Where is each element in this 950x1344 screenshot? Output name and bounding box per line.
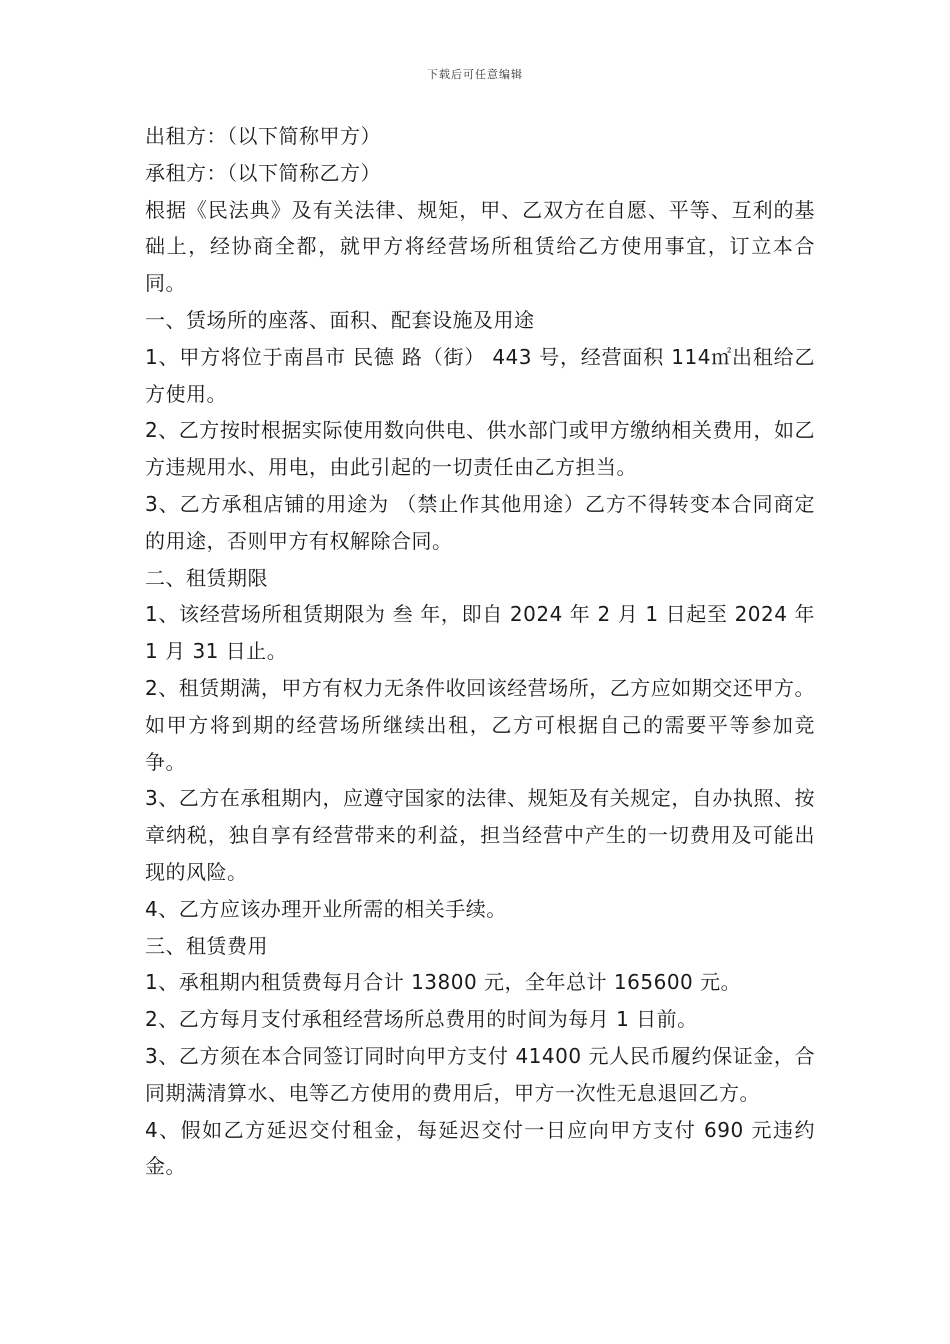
clause-3-2: 2、乙方每月支付承租经营场所总费用的时间为每月 1 日前。	[145, 1007, 698, 1032]
section-heading-2: 二、租赁期限	[145, 565, 268, 590]
preamble-paragraph: 根据《民法典》及有关法律、规矩，甲、乙双方在自愿、平等、互利的基础上，经协商全都，就甲方将经营场所租赁给乙方使用事宜，订立本合同。	[145, 197, 815, 296]
document-body	[145, 118, 815, 1185]
clause-3-4: 4、假如乙方延迟交付租金，每延迟交付一日应向甲方支付 690 元违约金。	[145, 1117, 815, 1179]
clause-2-3: 3、乙方在承租期内，应遵守国家的法律、规矩及有关规定，自办执照、按章纳税，独自享有经营带来的利益，担当经营中产生的一切费用及可能出现的风险。	[145, 786, 815, 884]
clause-2-2: 2、租赁期满，甲方有权力无条件收回该经营场所，乙方应如期交还甲方。如甲方将到期的经营场所继续出租，乙方可根据自己的需要平等参加竞争。	[145, 675, 815, 774]
clause-1-2: 2、乙方按时根据实际使用数向供电、供水部门或甲方缴纳相关费用，如乙方违规用水、用电，由此引起的一切责任由乙方担当。	[145, 418, 815, 480]
clause-3-3: 3、乙方须在本合同签订同时向甲方支付 41400 元人民币履约保证金，合同期满清算水、电等乙方使用的费用后，甲方一次性无息退回乙方。	[145, 1043, 815, 1105]
clause-1-1: 1、甲方将位于南昌市 民德 路（街） 443 号，经营面积 114㎡出租给乙方使用。	[145, 344, 815, 406]
lessee-line: 承租方：（以下简称乙方）	[145, 160, 381, 185]
page-header: 下载后可任意编辑	[427, 68, 523, 81]
clause-2-1: 1、该经营场所租赁期限为 叁 年，即自 2024 年 2 月 1 日起至 2024 年 1 月 31 日止。	[145, 602, 815, 664]
clause-1-3: 3、乙方承租店铺的用途为 （禁止作其他用途）乙方不得转变本合同商定的用途，否则甲方有权解除合同。	[145, 491, 815, 553]
clause-3-1: 1、承租期内租赁费每月合计 13800 元，全年总计 165600 元。	[145, 970, 742, 995]
section-heading-1: 一、赁场所的座落、面积、配套设施及用途	[145, 307, 535, 332]
section-heading-3: 三、租赁费用	[145, 933, 268, 958]
clause-2-4: 4、乙方应该办理开业所需的相关手续。	[145, 896, 507, 921]
lessor-line: 出租方：（以下简称甲方）	[145, 124, 381, 148]
